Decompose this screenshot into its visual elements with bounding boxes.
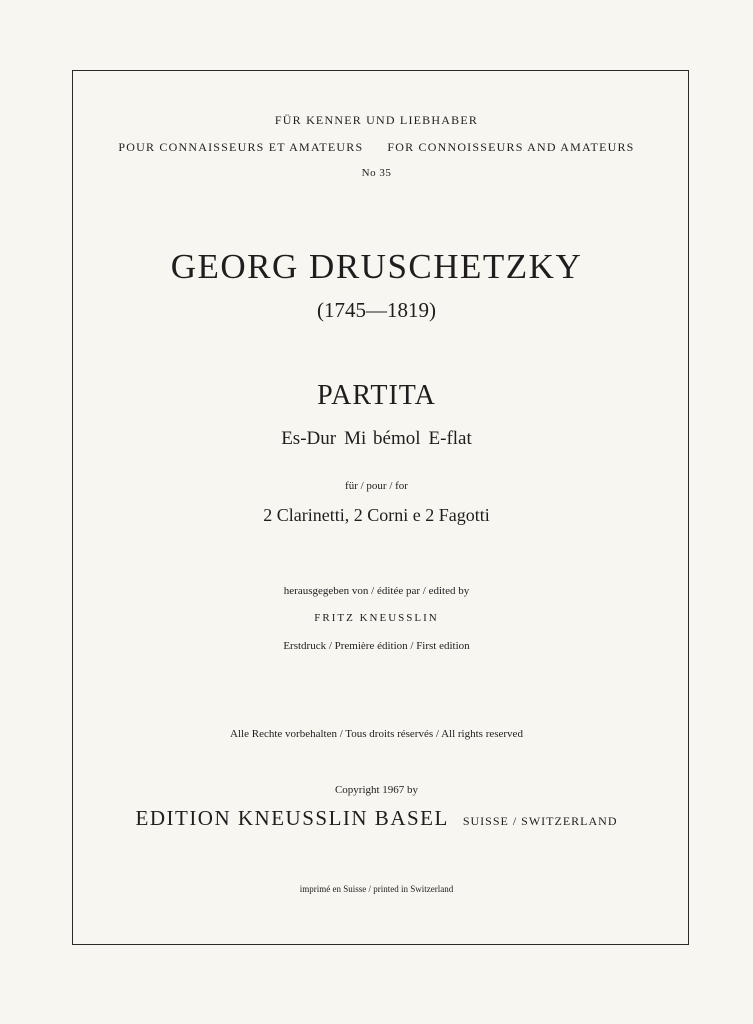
series-subtitle <box>0 140 753 155</box>
printed-notice: imprimé en Suisse / printed in Switzerland <box>299 884 454 894</box>
publisher-country: SUISSE / SWITZERLAND <box>462 814 618 828</box>
copyright-notice: Copyright 1967 by <box>334 784 419 796</box>
series-subtitle-en: FOR CONNOISSEURS AND AMATEURS <box>387 140 635 154</box>
composer-dates: (1745—1819) <box>317 298 436 322</box>
rights-notice: Alle Rechte vorbehalten / Tous droits réservés / All rights reserved <box>230 728 523 740</box>
composer-name: GEORG DRUSCHETZKY <box>170 247 583 286</box>
for-label: für / pour / for <box>345 480 408 492</box>
series-subtitle-fr: POUR CONNAISSEURS ET AMATEURS <box>118 140 364 154</box>
work-key <box>0 428 753 450</box>
key-en: E-flat <box>428 428 472 449</box>
publisher-name: EDITION KNEUSSLIN BASEL <box>135 806 449 830</box>
instrumentation: 2 Clarinetti, 2 Corni e 2 Fagotti <box>263 505 490 525</box>
edited-by-label: herausgegeben von / éditée par / edited by <box>283 585 470 597</box>
work-title: PARTITA <box>317 380 436 411</box>
first-edition-label: Erstdruck / Première édition / First edition <box>283 640 470 652</box>
key-de: Es-Dur <box>281 428 337 449</box>
series-number: No 35 <box>361 167 392 179</box>
key-fr: Mi bémol <box>344 428 421 449</box>
series-title: FÜR KENNER UND LIEBHABER <box>274 113 479 127</box>
editor-name: FRITZ KNEUSSLIN <box>314 612 439 624</box>
publisher <box>0 806 753 831</box>
